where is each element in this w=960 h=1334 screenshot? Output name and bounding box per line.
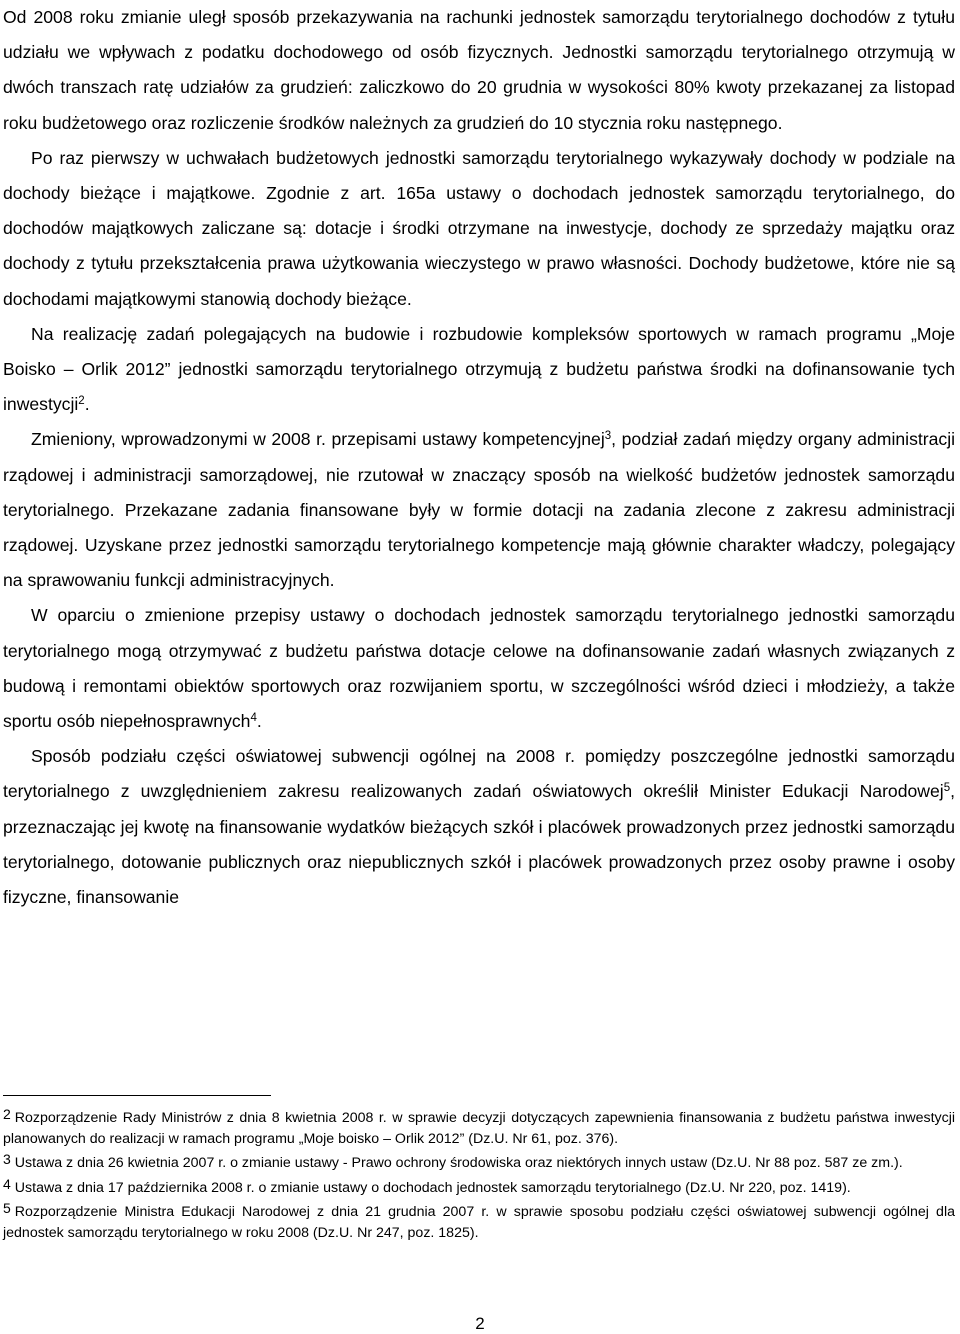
footnotes	[3, 1104, 955, 1243]
footnote-ref-4: 4	[250, 712, 257, 725]
paragraph-1: Od 2008 roku zmianie uległ sposób przekazywania na rachunki jednostek samorządu terytorialnego dochodów z tytułu udziału we wpływach z podatku dochodowego od osób fizycznych. Jednostki samorządu terytorialnego otrzymują w dwóch transzach ratę udziałów za grudzień: zaliczkowo do 20 grudnia w wysokości 80% kwoty przekazanej za listopad roku budżetowego oraz rozliczenie środków należnych za grudzień do 10 stycznia roku następnego.	[3, 7, 955, 133]
footnote-5: 5 Rozporządzenie Ministra Edukacji Narodowej z dnia 21 grudnia 2007 r. w sprawie sposobu podziału części oświatowej subwencji ogólnej dla jednostek samorządu terytorialnego w roku 2008 (Dz.U. Nr 247, poz. 1825).	[3, 1200, 955, 1241]
paragraph-6: Sposób podziału części oświatowej subwencji ogólnej na 2008 r. pomiędzy poszczególne jednostki samorządu terytorialnego z uwzględnieniem zakresu realizowanych zadań oświatowych określił Minister Edukacji Narodowej$^5$, przeznaczając jej kwotę na finansowanie wydatków bieżących szkół i placówek prowadzonych przez jednostki samorządu terytorialnego, dotowanie publicznych oraz niepublicznych szkół i placówek prowadzonych przez osoby prawne i osoby fizyczne, finansowanie	[3, 746, 955, 908]
body-text	[3, 0, 955, 915]
page-number: 2	[475, 1314, 485, 1333]
footnote-ref-2: 2	[78, 395, 85, 408]
footnote-mark: 3	[3, 1151, 11, 1167]
footnote-ref-5: 5	[943, 782, 951, 795]
footnote-4: 4 Ustawa z dnia 17 października 2008 r. o zmianie ustawy o dochodach jednostek samorządu terytorialnego (Dz.U. Nr 220, poz. 1419).	[3, 1175, 851, 1196]
footnote-ref-3: 3	[604, 430, 612, 443]
footnote-mark: 5	[3, 1200, 11, 1216]
paragraph-2: Po raz pierwszy w uchwałach budżetowych jednostki samorządu terytorialnego wykazywały dochody w podziale na dochody bieżące i majątkowe. Zgodnie z art. 165a ustawy o dochodach jednostek samorządu terytorialnego, do dochodów majątkowych zaliczane są: dotacje i środki otrzymane na inwestycje, dochody ze sprzedaży majątku oraz dochody z tytułu przekształcenia prawa użytkowania wieczystego w prawo własności. Dochody budżetowe, które nie są dochodami majątkowymi stanowią dochody bieżące.	[3, 147, 955, 309]
paragraph-3: Na realizację zadań polegających na budowie i rozbudowie kompleksów sportowych w ramach programu „Moje Boisko – Orlik 2012” jednostki samorządu terytorialnego otrzymują z budżetu państwa środki na dofinansowanie tych inwestycji$^2$.	[3, 323, 955, 415]
paragraph-4: Zmieniony, wprowadzonymi w 2008 r. przepisami ustawy kompetencyjnej$^3$, podział zadań między organy administracji rządowej i administracji samorządowej, nie rzutował w znaczący sposób na wielkość budżetów jednostek samorządu terytorialnego. Przekazane zadania finansowane były w formie dotacji na zadania zlecone z zakresu administracji rządowej. Uzyskane przez jednostki samorządu terytorialnego kompetencje mają głównie charakter władczy, polegający na sprawowaniu funkcji administracyjnych.	[3, 429, 956, 591]
footnote-mark: 4	[3, 1175, 11, 1192]
paragraph-5: W oparciu o zmienione przepisy ustawy o dochodach jednostek samorządu terytorialnego jednostki samorządu terytorialnego mogą otrzymywać z budżetu państwa dotacje celowe na dofinansowanie zadań własnych związanych z budową i remontami obiektów sportowych oraz rozwijaniem sportu, w szczególności wśród dzieci i młodzieży, a także sportu osób niepełnosprawnych$^4$.	[3, 605, 955, 732]
footnote-3: 3 Ustawa z dnia 26 kwietnia 2007 r. o zmianie ustawy - Prawo ochrony środowiska oraz niektórych innych ustaw (Dz.U. Nr 88 poz. 587 ze zm.).	[3, 1151, 903, 1171]
footnote-separator	[3, 1095, 271, 1096]
footnote-mark: 2	[3, 1106, 11, 1122]
footnote-2: 2 Rozporządzenie Rady Ministrów z dnia 8 kwietnia 2008 r. w sprawie decyzji dotyczących zapewnienia finansowania z budżetu państwa inwestycji planowanych do realizacji w ramach programu „Moje boisko – Orlik 2012” (Dz.U. Nr 61, poz. 376).	[3, 1106, 955, 1147]
